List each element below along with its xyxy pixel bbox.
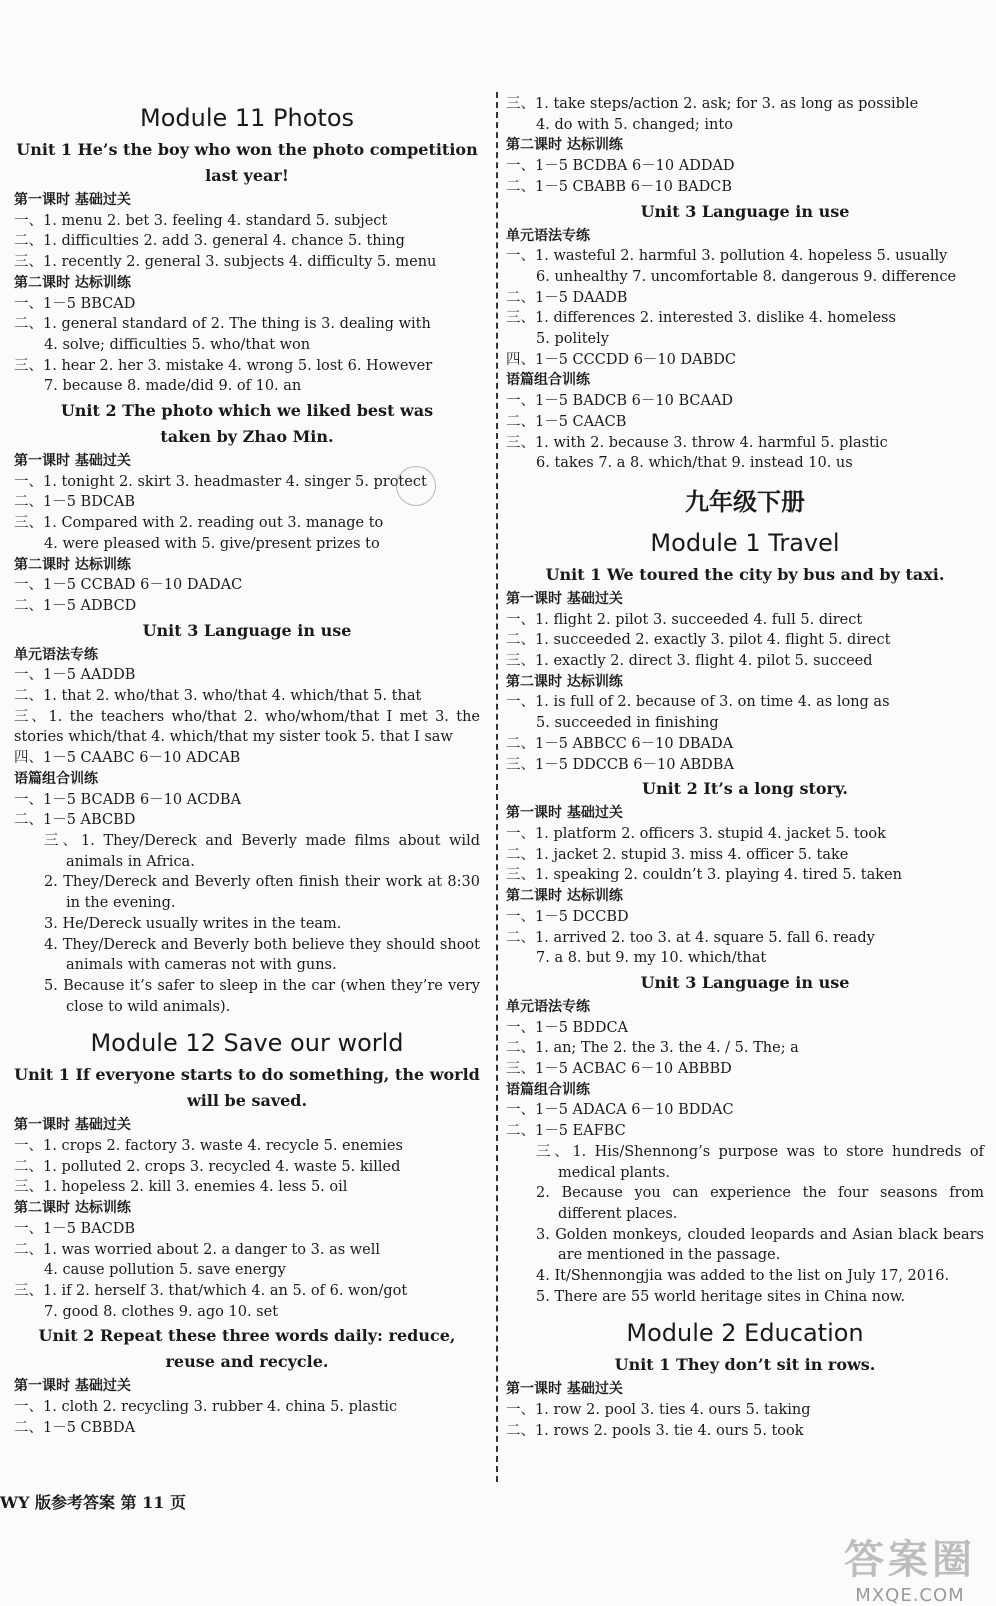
- answer-line: 一、1－5 BCADB 6－10 ACDBA: [14, 791, 242, 808]
- answer-line: 二、1. was worried about 2. a danger to 3. as well: [14, 1241, 381, 1258]
- answer-line: 6. takes 7. a 8. which/that 9. instead 10. us: [536, 455, 853, 472]
- section-heading: 第一课时 基础过关: [14, 453, 131, 470]
- section-heading: 第二课时 达标训练: [506, 673, 623, 690]
- answer-line: 4. do with 5. changed; into: [536, 116, 733, 133]
- answer-line: 二、1. an; The 2. the 3. the 4. / 5. The; a: [506, 1040, 799, 1057]
- answer-line: 7. good 8. clothes 9. ago 10. set: [44, 1303, 279, 1320]
- answer-item: 三、1. They/Dereck and Beverly made films about wild animals in Africa.: [44, 832, 480, 870]
- unit-title: Unit 2 It’s a long story.: [642, 779, 848, 799]
- answer-line: 二、1. arrived 2. too 3. at 4. square 5. fall 6. ready: [506, 929, 875, 946]
- answer-line: 三、1. with 2. because 3. throw 4. harmful 5. plastic: [506, 434, 888, 451]
- answer-line: 二、1－5 BDCAB: [14, 494, 136, 511]
- answer-line: 三、1. take steps/action 2. ask; for 3. as long as possible: [506, 96, 919, 112]
- answer-line: 一、1－5 BCDBA 6－10 ADDAD: [506, 158, 735, 175]
- answer-line: 一、1. menu 2. bet 3. feeling 4. standard 5. subject: [14, 212, 388, 229]
- answer-item: 5. Because it’s safer to sleep in the car (when they’re very close to wild animals).: [44, 977, 480, 1015]
- section-heading: 第二课时 达标训练: [14, 1200, 131, 1217]
- unit-title: Unit 2 The photo which we liked best was: [60, 401, 434, 421]
- unit-title: reuse and recycle.: [165, 1352, 329, 1372]
- answer-line: 三、1. recently 2. general 3. subjects 4. difficulty 5. menu: [14, 254, 437, 271]
- answer-line: 4. were pleased with 5. give/present prizes to: [44, 535, 380, 552]
- watermark-url: MXQE.COM: [855, 1585, 965, 1606]
- section-heading: 第一课时 基础过关: [14, 1378, 131, 1395]
- module-title: Module 12 Save our world: [90, 1029, 404, 1058]
- answer-item: 三、1. His/Shennong’s purpose was to store hundreds of medical plants.: [536, 1143, 984, 1181]
- answer-line: 二、1. general standard of 2. The thing is 3. dealing with: [14, 316, 431, 333]
- answer-line: 三、1－5 DDCCB 6－10 ABDBA: [506, 756, 734, 773]
- answer-line: 二、1－5 EAFBC: [506, 1123, 626, 1140]
- answer-line: 一、1－5 BDDCA: [506, 1019, 629, 1036]
- answer-line: 5. politely: [536, 331, 609, 348]
- answer-line: 一、1－5 ADACA 6－10 BDDAC: [506, 1102, 734, 1119]
- answer-item: 3. Golden monkeys, clouded leopards and Asian black bears are mentioned in the passage.: [536, 1226, 984, 1264]
- answer-line: 一、1. crops 2. factory 3. waste 4. recycle 5. enemies: [14, 1138, 403, 1155]
- answer-line: 二、1. jacket 2. stupid 3. miss 4. officer 5. take: [506, 846, 849, 863]
- section-heading: 单元语法专练: [14, 646, 98, 663]
- answer-line: 一、1. wasteful 2. harmful 3. pollution 4. hopeless 5. usually: [506, 248, 948, 265]
- answer-line: 一、1. cloth 2. recycling 3. rubber 4. china 5. plastic: [14, 1399, 398, 1416]
- column-divider: [496, 92, 498, 1482]
- unit-title: Unit 1 We toured the city by bus and by taxi.: [545, 564, 945, 584]
- module-title: Module 1 Travel: [650, 528, 840, 557]
- answer-line: 三、1. speaking 2. couldn’t 3. playing 4. tired 5. taken: [506, 867, 902, 884]
- section-heading: 单元语法专练: [506, 998, 590, 1015]
- answer-line: 一、1. tonight 2. skirt 3. headmaster 4. singer 5. protect: [14, 473, 427, 490]
- answer-line: 三、1. hopeless 2. kill 3. enemies 4. less 5. oil: [14, 1179, 348, 1196]
- unit-title: will be saved.: [186, 1091, 308, 1111]
- section-heading: 第一课时 基础过关: [506, 590, 623, 607]
- answer-item: 5. There are 55 world heritage sites in China now.: [536, 1288, 906, 1305]
- answer-line: 一、1－5 BACDB: [14, 1220, 136, 1237]
- right-column: [506, 94, 984, 1442]
- answer-line: 一、1－5 BADCB 6－10 BCAAD: [506, 393, 734, 410]
- unit-title: Unit 1 He’s the boy who won the photo competition: [16, 140, 478, 159]
- answer-line: 二、1－5 CAACB: [506, 413, 627, 430]
- unit-title: Unit 1 They don’t sit in rows.: [614, 1355, 876, 1375]
- unit-title: Unit 3 Language in use: [640, 972, 850, 992]
- page-footer: WY 版参考答案 第 11 页: [0, 1493, 186, 1512]
- answer-line: 7. because 8. made/did 9. of 10. an: [44, 378, 302, 395]
- answer-line: 一、1. flight 2. pilot 3. succeeded 4. full 5. direct: [506, 611, 863, 628]
- answer-line: 二、1. that 2. who/that 3. who/that 4. which/that 5. that: [14, 688, 422, 705]
- answer-item: 4. They/Dereck and Beverly both believe they should shoot animals with cameras not with guns.: [44, 936, 480, 974]
- answer-line: 一、1－5 BBCAD: [14, 295, 136, 312]
- answer-line: 三、1. exactly 2. direct 3. flight 4. pilot 5. succeed: [506, 653, 873, 670]
- answer-line: 7. a 8. but 9. my 10. which/that: [536, 950, 767, 967]
- answer-line: 二、1. succeeded 2. exactly 3. pilot 4. flight 5. direct: [506, 632, 891, 649]
- section-heading: 第二课时 达标训练: [506, 137, 623, 154]
- unit-title: last year!: [205, 166, 289, 185]
- answer-line: 一、1－5 AADDB: [14, 667, 136, 684]
- answer-line: 二、1. polluted 2. crops 3. recycled 4. waste 5. killed: [14, 1158, 401, 1175]
- answer-line: 5. succeeded in finishing: [536, 715, 719, 732]
- answer-paragraph: 三、1. the teachers who/that 2. who/whom/that I met 3. the stories which/that 4. which/that my sister took 5. that I saw: [14, 708, 480, 746]
- section-heading: 语篇组合训练: [506, 1081, 590, 1098]
- answer-line: 三、1. if 2. herself 3. that/which 4. an 5. of 6. won/got: [14, 1282, 408, 1299]
- section-heading: 单元语法专练: [506, 227, 590, 244]
- grade-title: 九年级下册: [685, 486, 805, 516]
- unit-title: Unit 3 Language in use: [142, 620, 352, 640]
- answer-line: 四、1－5 CAABC 6－10 ADCAB: [14, 750, 241, 767]
- watermark: [844, 1528, 976, 1606]
- answer-line: 二、1－5 ADBCD: [14, 597, 137, 614]
- section-heading: 语篇组合训练: [506, 372, 590, 389]
- answer-line: 一、1－5 DCCBD: [506, 908, 629, 925]
- section-heading: 语篇组合训练: [14, 770, 98, 787]
- answer-line: 二、1－5 ABBCC 6－10 DBADA: [506, 735, 734, 752]
- answer-line: 4. solve; difficulties 5. who/that won: [44, 336, 311, 353]
- answer-line: 三、1. hear 2. her 3. mistake 4. wrong 5. lost 6. However: [14, 357, 433, 374]
- answer-line: 二、1－5 CBABB 6－10 BADCB: [506, 178, 732, 195]
- unit-title: Unit 3 Language in use: [640, 201, 850, 221]
- answer-line: 4. cause pollution 5. save energy: [44, 1262, 286, 1279]
- stamp-icon: [396, 466, 436, 506]
- answer-line: 三、1－5 ACBAC 6－10 ABBBD: [506, 1061, 732, 1078]
- answer-line: 三、1. Compared with 2. reading out 3. manage to: [14, 515, 384, 532]
- answer-line: 三、1. differences 2. interested 3. dislike 4. homeless: [506, 310, 896, 327]
- section-heading: 第一课时 基础过关: [14, 1117, 131, 1134]
- answer-item: 3. He/Dereck usually writes in the team.: [44, 915, 342, 932]
- answer-line: 6. unhealthy 7. uncomfortable 8. dangerous 9. difference: [536, 268, 957, 285]
- section-heading: 第一课时 基础过关: [506, 1381, 623, 1398]
- answer-line: 二、1. rows 2. pools 3. tie 4. ours 5. took: [506, 1422, 804, 1439]
- unit-title: taken by Zhao Min.: [160, 427, 334, 447]
- module-title: Module 11 Photos: [139, 104, 355, 132]
- unit-title: Unit 2 Repeat these three words daily: reduce,: [38, 1326, 456, 1346]
- answer-line: 一、1. row 2. pool 3. ties 4. ours 5. taking: [506, 1402, 811, 1419]
- section-heading: 第一课时 基础过关: [14, 192, 131, 208]
- answer-item: 2. They/Dereck and Beverly often finish their work at 8:30 in the evening.: [44, 874, 480, 912]
- section-heading: 第二课时 达标训练: [506, 888, 623, 905]
- answer-line: 一、1. is full of 2. because of 3. on time 4. as long as: [506, 694, 890, 711]
- watermark-logo: 答案圈: [844, 1537, 976, 1583]
- answer-line: 二、1. difficulties 2. add 3. general 4. chance 5. thing: [14, 233, 405, 250]
- answer-line: 一、1. platform 2. officers 3. stupid 4. jacket 5. took: [506, 825, 886, 842]
- answer-line: 二、1－5 ABCBD: [14, 812, 136, 829]
- answer-item: 4. It/Shennongjia was added to the list on July 17, 2016.: [536, 1268, 950, 1285]
- section-heading: 第一课时 基础过关: [506, 805, 623, 822]
- answer-line: 四、1－5 CCCDD 6－10 DABDC: [506, 351, 736, 368]
- module-title: Module 2 Education: [626, 1319, 864, 1348]
- answer-line: 二、1－5 CBBDA: [14, 1419, 136, 1436]
- section-heading: 第二课时 达标训练: [14, 556, 131, 573]
- answer-line: 二、1－5 DAADB: [506, 289, 628, 306]
- left-column: [14, 92, 480, 1438]
- section-heading: 第二课时 达标训练: [14, 274, 131, 291]
- answer-line: 一、1－5 CCBAD 6－10 DADAC: [14, 577, 243, 594]
- answer-item: 2. Because you can experience the four seasons from different places.: [536, 1185, 984, 1222]
- unit-title: Unit 1 If everyone starts to do something, the world: [14, 1065, 480, 1085]
